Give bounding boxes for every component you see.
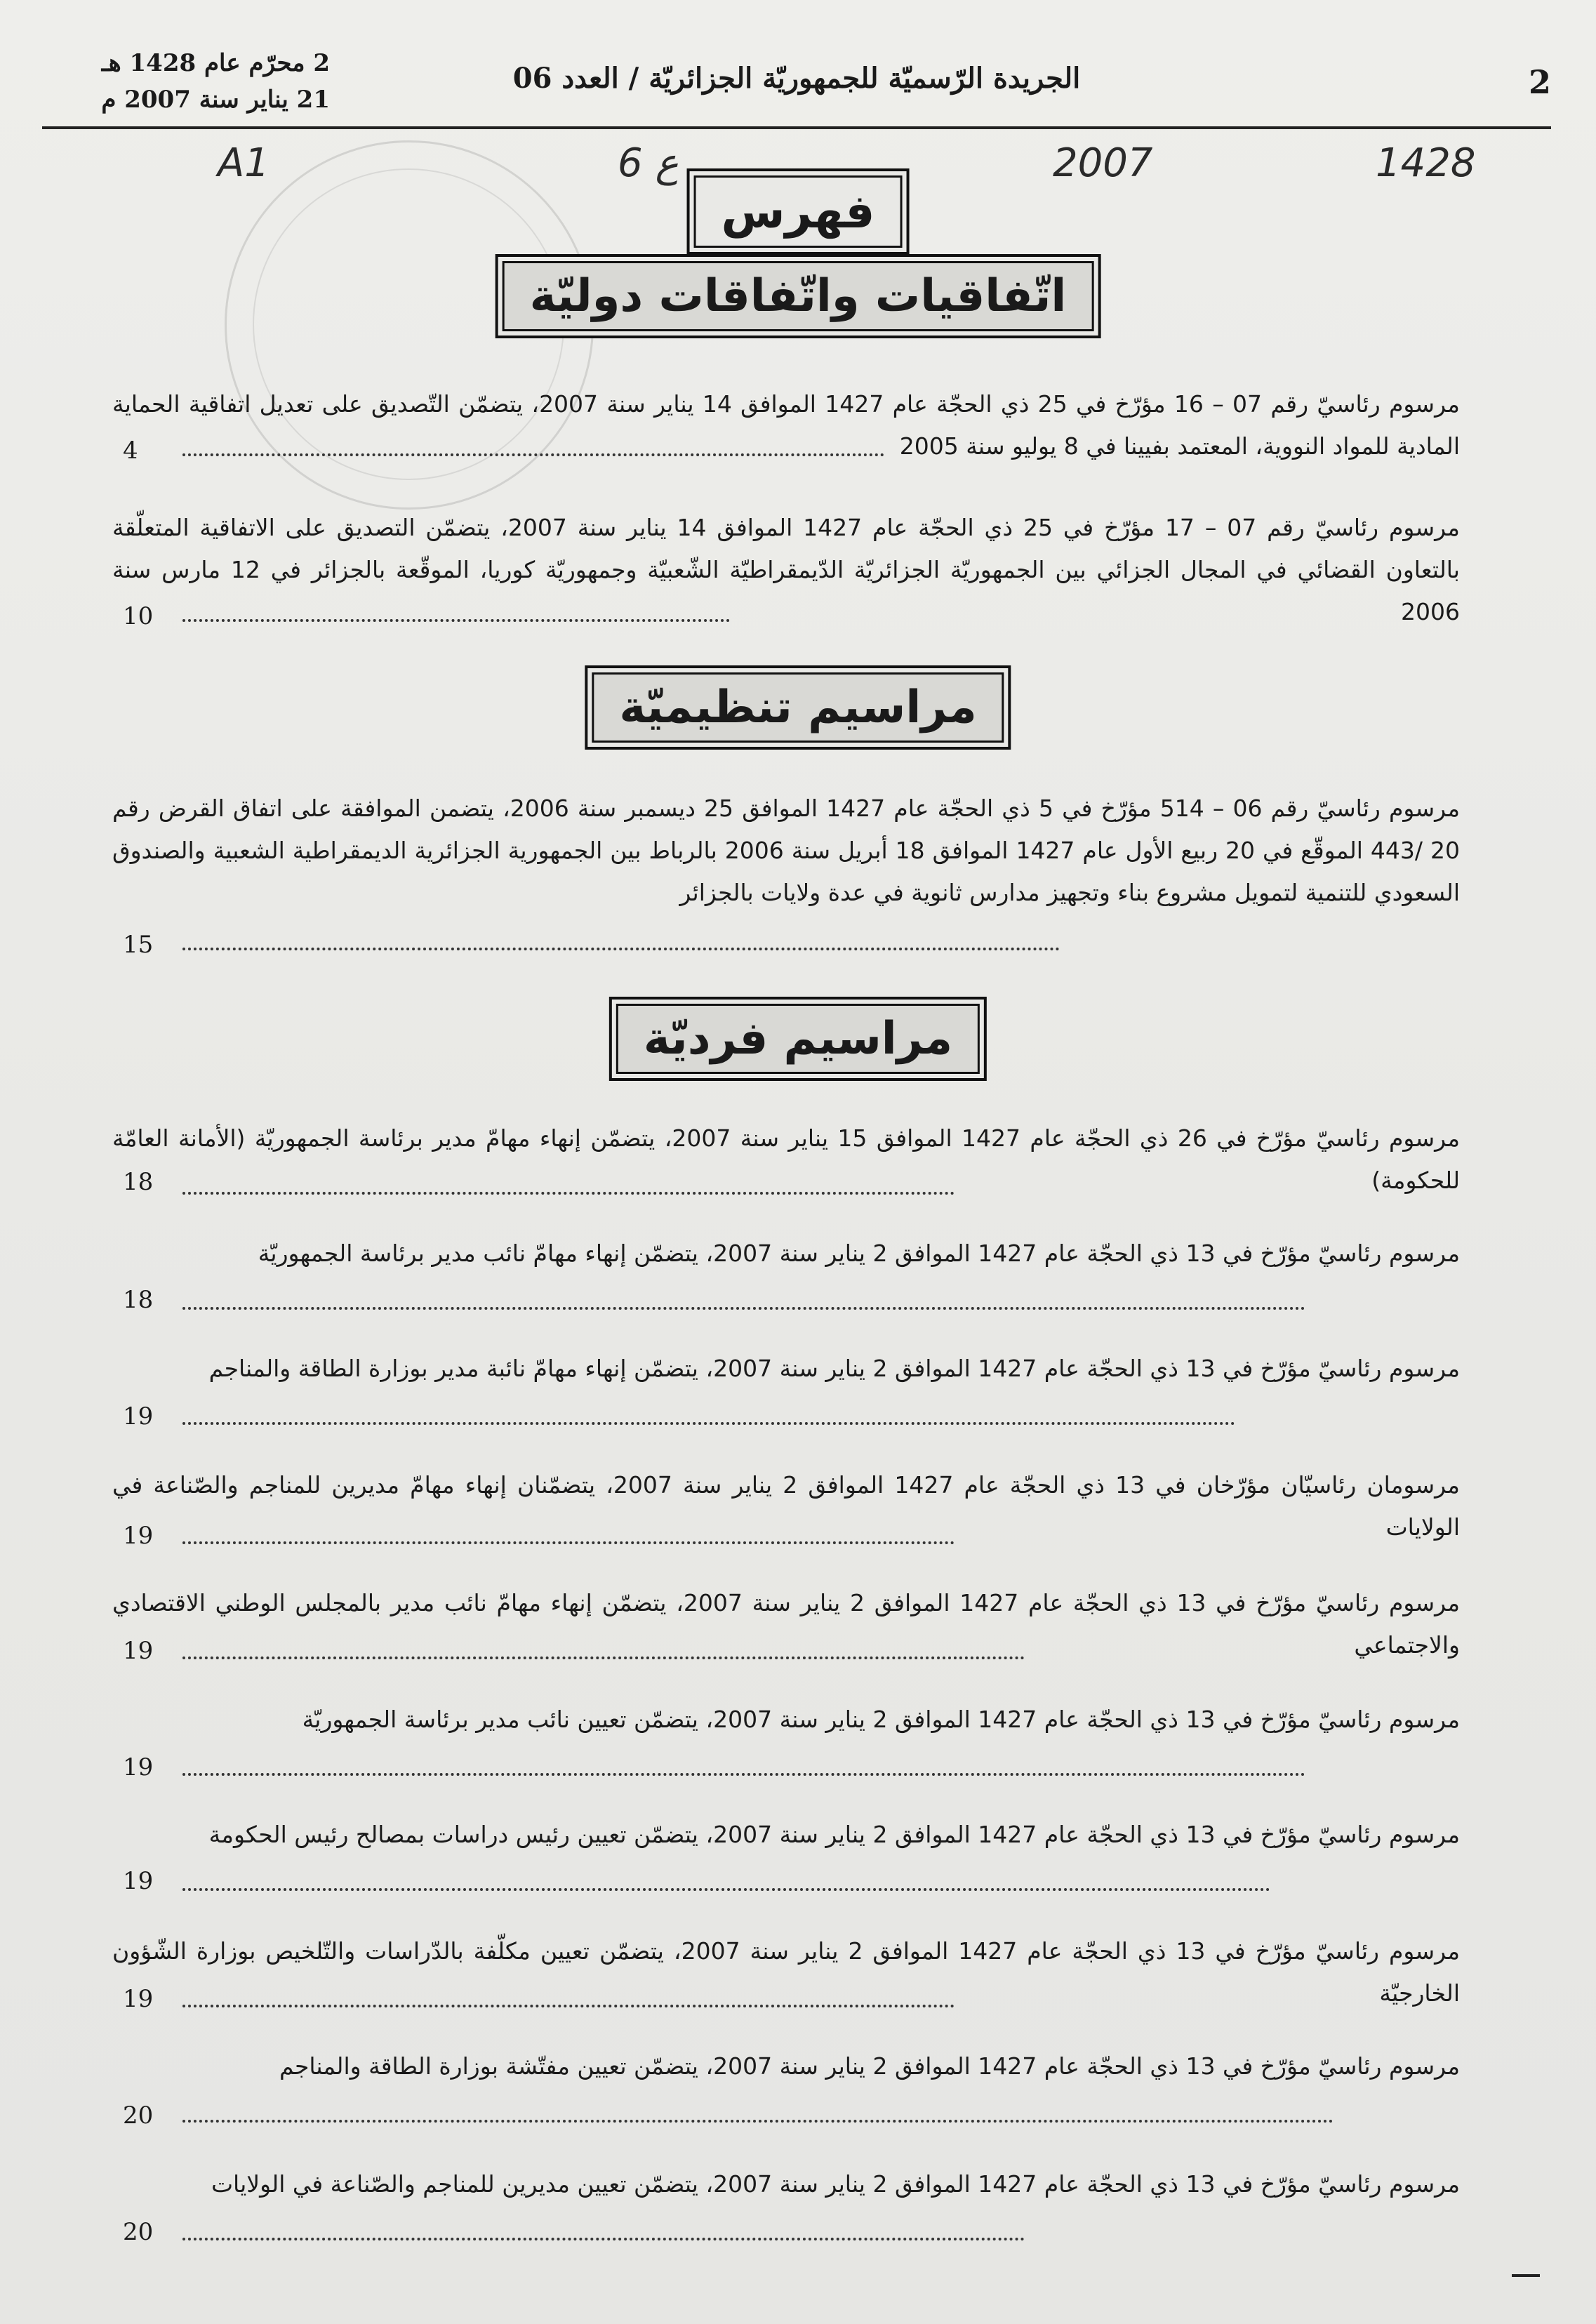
section-title: مراسيم تنظيميّة — [592, 672, 1004, 743]
bottom-dash — [1512, 2274, 1540, 2277]
hijri-date: 2 محرّم عام 1428 هـ — [101, 49, 330, 77]
entry-page-number: 19 — [123, 1402, 154, 1430]
page-header — [42, 35, 1551, 129]
entry-page-number: 19 — [123, 1867, 154, 1895]
toc-entry: مرسوم رئاسيّ مؤرّخ في 13 ذي الحجّة عام 1427 الموافق 2 يناير سنة 2007، يتضمّن إنهاء مهامّ نائب مدير برئاسة الجمهوريّة — [258, 1240, 1460, 1267]
gazette-title: الجريدة الرّسميّة للجمهوريّة الجزائريّة / العدد 06 — [512, 62, 1081, 95]
entry-page-number: 19 — [123, 1985, 154, 2013]
entry-page-number: 18 — [123, 1168, 154, 1196]
issue-date — [49, 45, 330, 118]
entry-page-number: 18 — [123, 1286, 154, 1314]
dot-leader — [182, 2238, 1025, 2240]
dot-leader — [182, 2005, 955, 2007]
section-title-box-international — [496, 254, 1101, 338]
toc-entry: مرسوم رئاسيّ مؤرّخ في 13 ذي الحجّة عام 1427 الموافق 2 يناير سنة 2007، يتضمّن تعيين مديرين للمناجم والصّناعة في الولايات — [211, 2170, 1460, 2198]
handwritten-note-center-right: 2007 — [1053, 140, 1153, 186]
dot-leader — [182, 619, 730, 622]
toc-entry: مرسوم رئاسيّ مؤرّخ في 13 ذي الحجّة عام 1427 الموافق 2 يناير سنة 2007، يتضمّن تعيين نائب مدير برئاسة الجمهوريّة — [302, 1706, 1460, 1733]
section-title: اتّفاقيات واتّفاقات دوليّة — [503, 261, 1094, 331]
handwritten-note-right: 1428 — [1376, 140, 1476, 186]
dot-leader — [182, 1541, 955, 1544]
dot-leader — [182, 1773, 1305, 1776]
entry-page-number: 19 — [123, 1753, 154, 1781]
entry-page-number: 15 — [123, 931, 154, 959]
entry-page-number: 20 — [123, 2101, 154, 2130]
toc-entry: مرسوم رئاسيّ مؤرّخ في 13 ذي الحجّة عام 1427 الموافق 2 يناير سنة 2007، يتضمّن إنهاء مهامّ نائبة مدير بوزارة الطاقة والمناجم — [208, 1355, 1460, 1382]
toc-title: فهرس — [694, 175, 903, 248]
toc-entry: مرسوم رئاسيّ رقم 06 – 514 مؤرّخ في 5 ذي الحجّة عام 1427 الموافق 25 ديسمبر سنة 2006، يتضمن الموافقة على اتفاق القرض رقم 20 /443 الموقّع في 20 ربيع الأول عام 1427 الموافق 18 أبريل سنة 2006 بالرباط بين الجمهورية الجزائرية الديمقراطية الشعبية والصندوق السعودي للتنمية لتمويل مشروع بناء وتجهيز مدارس ثانوية في عدة ولايات بالجزائر — [112, 795, 1461, 906]
toc-entry: مرسوم رئاسيّ مؤرّخ في 13 ذي الحجّة عام 1427 الموافق 2 يناير سنة 2007، يتضمّن تعيين رئيس دراسات بمصالح رئيس الحكومة — [208, 1821, 1460, 1848]
dot-leader — [182, 1656, 1025, 1659]
section-title: مراسيم فرديّة — [616, 1004, 980, 1074]
dot-leader — [182, 948, 1060, 950]
toc-entry: مرسوم رئاسيّ مؤرّخ في 13 ذي الحجّة عام 1427 الموافق 2 يناير سنة 2007، يتضمّن تعيين مكلّفة بالدّراسات والتّلخيص بوزارة الشّؤون الخارجيّة — [112, 1937, 1460, 2007]
dot-leader — [182, 453, 884, 456]
toc-entry: مرسوم رئاسيّ رقم 07 – 16 مؤرّخ في 25 ذي الحجّة عام 1427 الموافق 14 يناير سنة 2007، يتضمّن التّصديق على تعديل اتفاقية الحماية المادية للمواد النووية، المعتمد بفيينا في 8 يوليو سنة 2005 — [112, 390, 1460, 460]
section-title-box-individual — [609, 997, 987, 1081]
entry-page-number: 10 — [123, 602, 154, 630]
entry-page-number: 20 — [123, 2218, 154, 2246]
handwritten-note-center-left: 6 ع — [618, 140, 679, 186]
dot-leader — [182, 1192, 955, 1195]
toc-entry: مرسومان رئاسيّان مؤرّخان في 13 ذي الحجّة عام 1427 الموافق 2 يناير سنة 2007، يتضمّنان إنهاء مهامّ مديرين للمناجم والصّناعة في الولايات — [112, 1471, 1460, 1541]
toc-entry: مرسوم رئاسيّ مؤرّخ في 26 ذي الحجّة عام 1427 الموافق 15 يناير سنة 2007، يتضمّن إنهاء مهامّ مدير برئاسة الجمهوريّة (الأمانة العامّة للحكومة) — [112, 1124, 1460, 1194]
dot-leader — [182, 1888, 1270, 1891]
handwritten-note-left: A1 — [218, 140, 270, 186]
dot-leader — [182, 1422, 1235, 1425]
dot-leader — [182, 1307, 1305, 1310]
gregorian-date: 21 يناير سنة 2007 م — [101, 86, 330, 114]
entry-page-number: 4 — [123, 437, 138, 465]
section-title-box-regulatory — [585, 665, 1011, 750]
entry-page-number: 19 — [123, 1522, 154, 1550]
dot-leader — [182, 2120, 1334, 2123]
entry-page-number: 19 — [123, 1637, 154, 1665]
toc-entry: مرسوم رئاسيّ رقم 07 – 17 مؤرّخ في 25 ذي الحجّة عام 1427 الموافق 14 يناير سنة 2007، يتضمّن التصديق على الاتفاقية المتعلّقة بالتعاون القضائي في المجال الجزائي بين الجمهوريّة الجزائريّة الدّيمقراطيّة الشّعبيّة وجمهوريّة كوريا، الموقّعة بالجزائر في 12 مارس سنة 2006 — [112, 514, 1460, 625]
toc-title-box — [687, 168, 910, 255]
toc-entry: مرسوم رئاسيّ مؤرّخ في 13 ذي الحجّة عام 1427 الموافق 2 يناير سنة 2007، يتضمّن إنهاء مهامّ نائب مدير بالمجلس الوطني الاقتصادي والاجتماعي — [112, 1589, 1460, 1659]
page-number: 2 — [1528, 63, 1551, 101]
toc-entry: مرسوم رئاسيّ مؤرّخ في 13 ذي الحجّة عام 1427 الموافق 2 يناير سنة 2007، يتضمّن تعيين مفتّشة بوزارة الطاقة والمناجم — [279, 2052, 1460, 2080]
